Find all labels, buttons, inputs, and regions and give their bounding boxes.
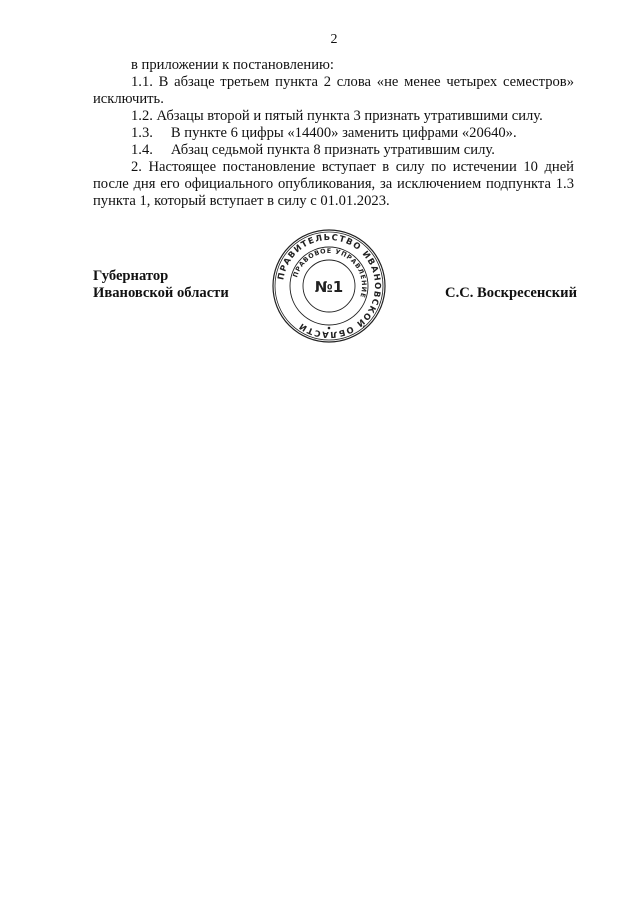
paragraph-1-4	[93, 142, 574, 159]
paragraph-2: 2. Настоящее постановление вступает в силу по истечении 10 дней после дня его официального опубликования, за исключением подпункта 1.3 пункта 1, который вступает в силу с 01.01.2023.	[93, 159, 574, 209]
paragraph-1-2: 1.2. Абзацы второй и пятый пункта 3 признать утратившими силу.	[131, 108, 543, 124]
official-seal-stamp	[271, 228, 387, 344]
paragraph-continuation: в приложении к постановлению:	[131, 57, 334, 73]
stamp-center-number: №1	[314, 278, 344, 296]
signatory-position-line1: Губернатор	[93, 268, 169, 284]
signatory-name: С.С. Воскресенский	[445, 285, 577, 301]
paragraph-1-1: 1.1. В абзаце третьем пункта 2 слова «не менее четырех семестров» исключить.	[93, 74, 574, 107]
paragraph-1-3	[93, 125, 574, 142]
paragraph-1-3-text: В пункте 6 цифры «14400» заменить цифрами «20640».	[170, 125, 517, 141]
signatory-position-line2: Ивановской области	[93, 285, 229, 301]
paragraph-1-4-text: Абзац седьмой пункта 8 признать утратившим силу.	[170, 142, 495, 158]
stamp-inner-ring-text: ПРАВОВОЕ УПРАВЛЕНИЕ	[291, 246, 369, 300]
paragraph-1-3-number: 1.3.	[131, 125, 153, 141]
document-body	[93, 57, 574, 210]
page-number: 2	[330, 32, 338, 47]
signatory-position	[93, 268, 229, 302]
paragraph-1-4-number: 1.4.	[131, 142, 153, 158]
stamp-outer-ring-text: ПРАВИТЕЛЬСТВО ИВАНОВСКОЙ ОБЛАСТИ	[275, 231, 384, 341]
